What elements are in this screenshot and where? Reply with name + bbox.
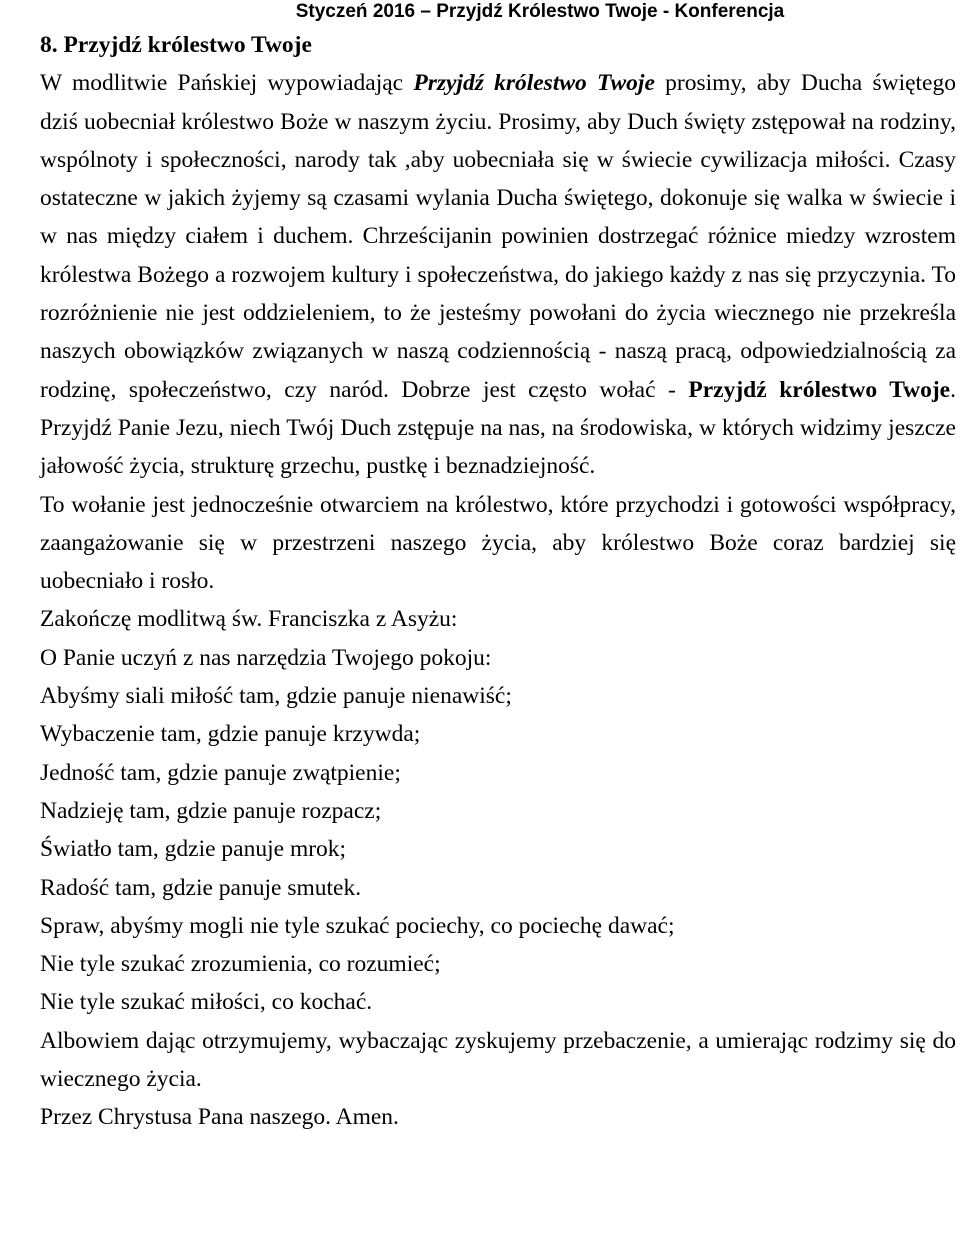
- prayer-line: Światło tam, gdzie panuje mrok;: [40, 836, 347, 863]
- prayer-line: Nadzieję tam, gdzie panuje rozpacz;: [40, 797, 382, 824]
- prayer-lines: [40, 639, 956, 1022]
- prayer-line: O Panie uczyń z nas narzędzia Twojego pokoju:: [40, 644, 492, 671]
- running-header: Styczeń 2016 – Przyjdź Królestwo Twoje - Konferencja: [295, 1, 785, 22]
- prayer-line: Jedność tam, gdzie panuje zwątpienie;: [40, 759, 401, 786]
- closing-paragraph: Albowiem dając otrzymujemy, wybaczając zyskujemy przebaczenie, a umierając rodzimy się do wiecznego życia.: [40, 1027, 956, 1093]
- paragraph-main-text-3: . Przyjdź Panie Jezu, niech Twój Duch zstępuje na nas, na środowiska, w których widzimy jeszcze jałowość życia, strukturę grzechu, pustkę i beznadziejność.: [40, 376, 956, 480]
- paragraph-main: [40, 64, 956, 485]
- paragraph-main-emphasis: Przyjdź królestwo Twoje: [413, 70, 655, 97]
- paragraph-second: To wołanie jest jednocześnie otwarciem na królestwo, które przychodzi i gotowości współpracy, zaangażowanie się w przestrzeni naszego życia, aby królestwo Boże coraz bardziej się uobecniało i rosło.: [40, 491, 956, 595]
- prayer-intro: Zakończę modlitwą św. Franciszka z Asyżu:: [40, 606, 458, 633]
- paragraph-main-text-2: prosimy, aby Ducha świętego dziś uobecniał królestwo Boże w naszym życiu. Prosimy, aby Duch święty zstępował na rodziny, wspólnoty i społeczności, narody tak ,aby uobecniała się w świecie cywilizacja miłości. Czasy ostateczne w jakich żyjemy są czasami wylania Ducha świętego, dokonuje się walka w świecie i w nas między ciałem i duchem. Chrześcijanin powinien dostrzegać różnice miedzy wzrostem królestwa Bożego a rozwojem kultury i społeczeństwa, do jakiego każdy z nas się przyczynia. To rozróżnienie nie jest oddzieleniem, to że jesteśmy powołani do życia wiecznego nie przekreśla naszych obowiązków związanych w naszą codziennością - naszą pracą, odpowiedzialnością za rodzinę, społeczeństwo, czy naród. Dobrze jest często wołać -: [40, 70, 956, 403]
- amen-line: Przez Chrystusa Pana naszego. Amen.: [40, 1104, 399, 1131]
- prayer-line: Nie tyle szukać zrozumienia, co rozumieć;: [40, 951, 441, 978]
- prayer-line: Radość tam, gdzie panuje smutek.: [40, 874, 362, 901]
- document-body: [40, 26, 956, 1137]
- prayer-line: Abyśmy siali miłość tam, gdzie panuje nienawiść;: [40, 683, 512, 710]
- paragraph-main-bold-phrase: Przyjdź królestwo Twoje: [688, 376, 951, 403]
- prayer-line: Nie tyle szukać miłości, co kochać.: [40, 989, 373, 1016]
- prayer-line: Spraw, abyśmy mogli nie tyle szukać pociechy, co pociechę dawać;: [40, 912, 675, 939]
- prayer-line: Wybaczenie tam, gdzie panuje krzywda;: [40, 721, 421, 748]
- paragraph-main-text-1: W modlitwie Pańskiej wypowiadając: [40, 70, 414, 97]
- section-heading: 8. Przyjdź królestwo Twoje: [40, 32, 312, 58]
